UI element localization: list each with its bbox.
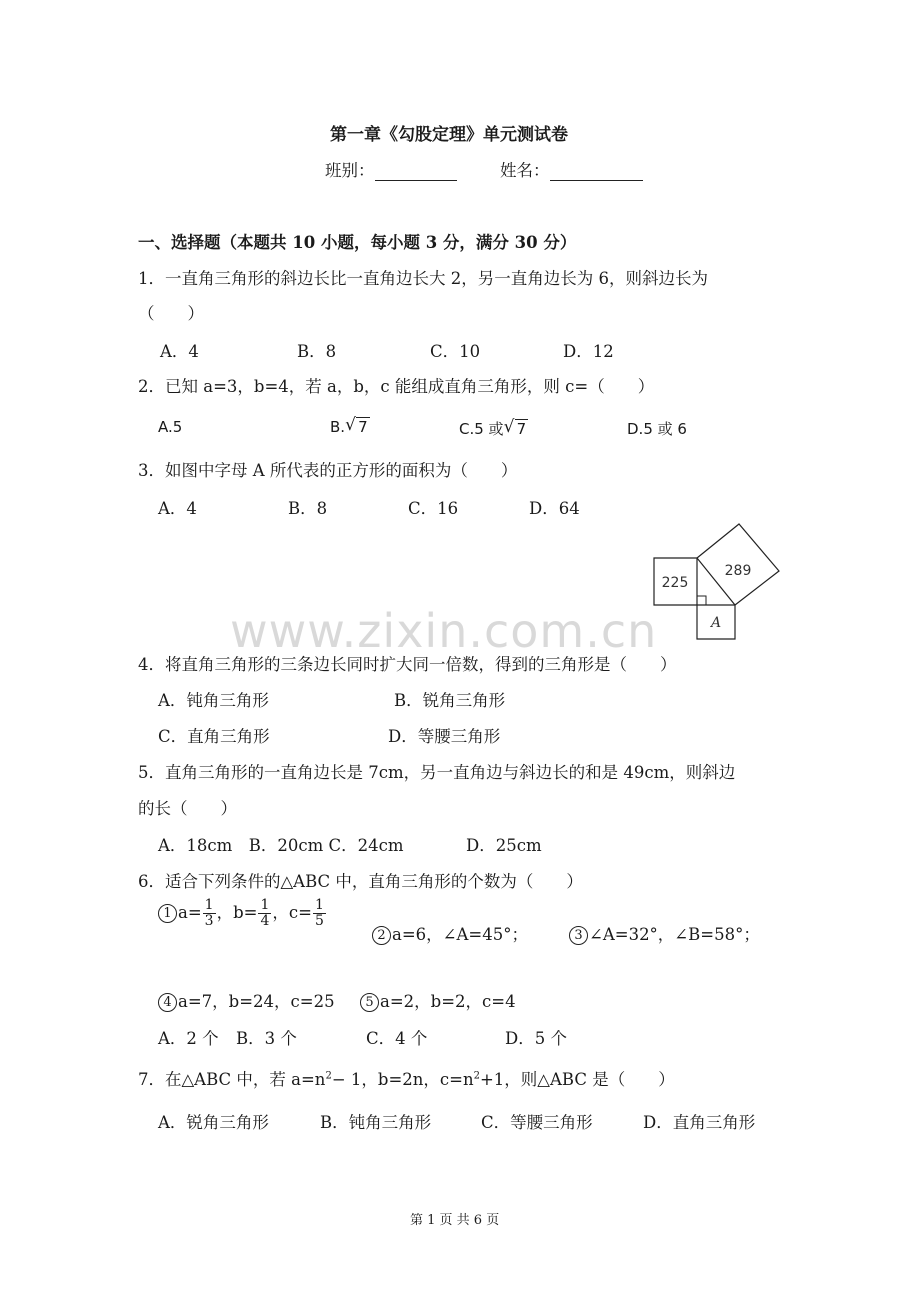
q3-option-a: A．4 [158,499,197,518]
sqrt-expression: √ 7 [503,417,527,438]
q6-condition-3: 3 ∠A=32°，∠B=58°； [569,921,760,945]
section-heading: 一、选择题（本题共 10 小题，每小题 3 分，满分 30 分） [138,233,577,252]
sqrt-expression: √ 7 [345,415,368,436]
q3-stem: 3．如图中字母 A 所代表的正方形的面积为（ ） [138,461,518,480]
condition-number: 2 [372,926,391,945]
q1-option-c: C．10 [430,342,481,361]
condition-number: 3 [569,926,588,945]
q2-option-c-prefix: C.5 或 [459,420,504,438]
q6-option-b: B．3 个 [236,1029,297,1048]
q6-option-a: A．2 个 [158,1029,219,1048]
right-square-label: 289 [724,563,752,579]
q6-condition-2: 2 a=6，∠A=45°； [372,921,528,945]
q2-option-a: A.5 [158,418,183,436]
condition-number: 5 [360,993,379,1012]
pythagoras-figure [640,515,790,645]
q7-stem: 7．在△ABC 中，若 $a=n^2- 1$，b=2n，$c=n^2+1$，则△ABC 是（ ） [138,1070,675,1089]
class-blank[interactable] [375,162,457,181]
q6-condition-4: 4 a=7，b=24，c=25 [158,988,335,1012]
q6-option-d: D．5 个 [505,1029,567,1048]
right-angle-mark [697,596,706,605]
q1-stem-line2: （ ） [138,304,204,323]
class-field [325,157,457,181]
q2-option-b-prefix: B. [330,418,346,436]
watermark: www.zixin.com.cn [230,604,658,658]
fraction-b: $\frac{1}{4}$ [260,897,270,929]
left-square-label: 225 [661,575,689,591]
q4-option-a: A．钝角三角形 [158,691,269,710]
q4-option-c: C．直角三角形 [158,727,270,746]
q2-stem: 2．已知 a=3，b=4，若 a，b，c 能组成直角三角形，则 c=（ ） [138,377,655,396]
q5-options-abc: A．18cm B．20cm C．24cm [158,836,404,855]
radicand: 7 [516,420,527,438]
q3-option-c: C．16 [408,499,459,518]
q2-option-c [459,418,528,439]
q1-stem-line1: 1．一直角三角形的斜边长比一直角边长大 2，另一直角边长为 6，则斜边长为 [138,269,708,288]
bottom-square-label: A [710,615,722,631]
class-label: 班别： [325,161,375,180]
q3-option-b: B．8 [288,499,328,518]
q3-option-d: D．64 [529,499,580,518]
q5-stem-line2: 的长（ ） [138,799,237,818]
fraction-c: $\frac{1}{5}$ [314,897,324,929]
q1-option-a: A．4 [160,342,199,361]
page-footer: 第 1 页 共 6 页 [410,1213,500,1228]
q6-stem: 6．适合下列条件的△ABC 中，直角三角形的个数为（ ） [138,872,583,891]
q5-option-d: D．25cm [466,836,542,855]
name-label: 姓名： [500,161,550,180]
name-blank[interactable] [550,162,643,181]
q2-option-d: D.5 或 6 [627,420,687,438]
q6-condition-5: 5 a=2，b=2，c=4 [360,988,516,1012]
q1-option-b: B．8 [297,342,337,361]
q4-stem: 4．将直角三角形的三条边长同时扩大同一倍数，得到的三角形是（ ） [138,655,677,674]
radicand: 7 [358,418,368,436]
q7-option-d: D．直角三角形 [643,1113,756,1132]
name-field [500,157,643,181]
q5-stem-line1: 5．直角三角形的一直角边长是 7cm，另一直角边与斜边长的和是 49cm，则斜边 [138,763,736,782]
fraction-a: $\frac{1}{3}$ [204,897,214,929]
q7-option-b: B．钝角三角形 [320,1113,432,1132]
q1-option-d: D．12 [563,342,614,361]
q6-condition-1: 1 a= $\frac{1}{3}$ ，b= $\frac{1}{4}$ ，c= $\frac{1}{5}$ [158,898,327,929]
q7-option-c: C．等腰三角形 [481,1113,593,1132]
condition-number: 1 [158,904,177,923]
q4-option-d: D．等腰三角形 [388,727,501,746]
q2-option-b [330,415,370,436]
condition-number: 4 [158,993,177,1012]
q6-option-c: C．4 个 [366,1029,428,1048]
page-title: 第一章《勾股定理》单元测试卷 [330,125,568,145]
q7-option-a: A．锐角三角形 [158,1113,269,1132]
q4-option-b: B．锐角三角形 [394,691,506,710]
